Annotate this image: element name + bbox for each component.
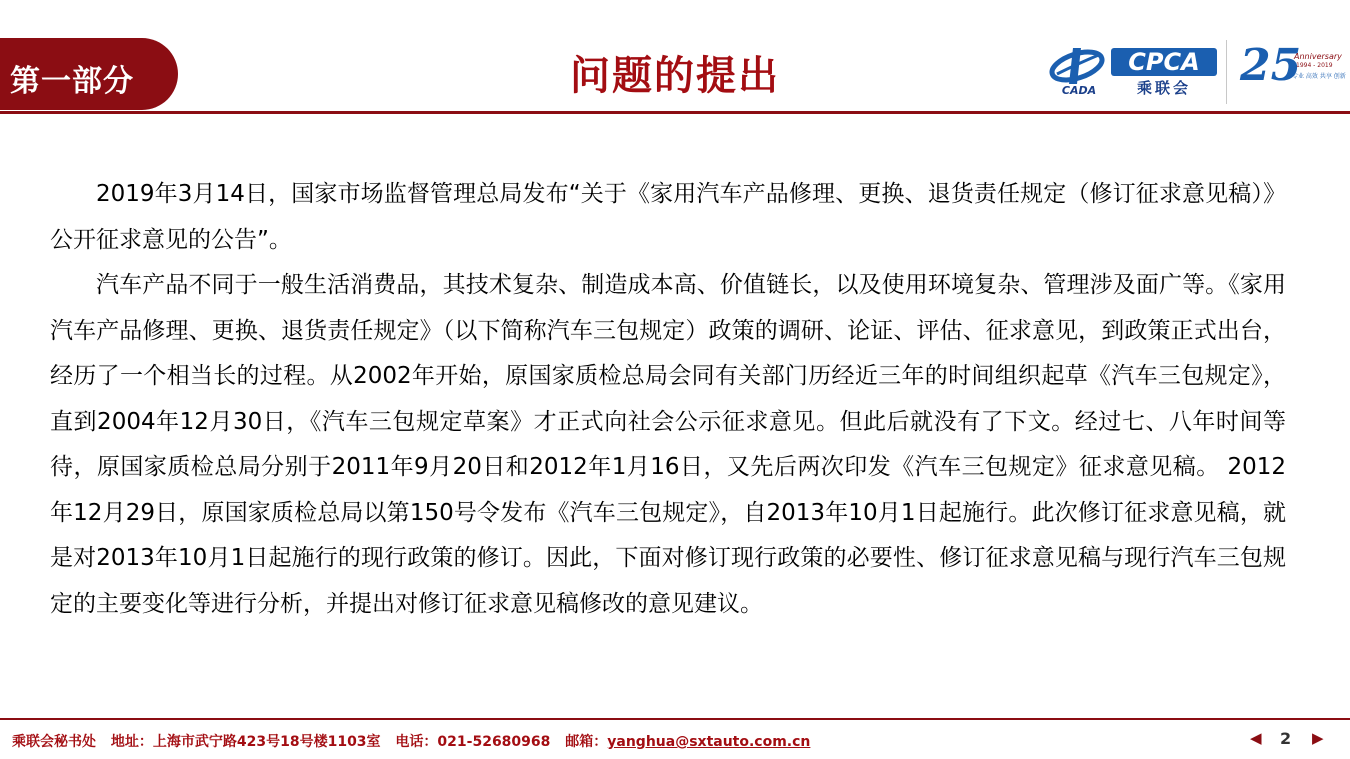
footer-divider (0, 718, 1350, 720)
anniversary-logo (1238, 40, 1346, 98)
footer-address: 地址：上海市武宁路423号18号楼1103室 (110, 734, 381, 750)
prev-page-icon[interactable]: ◀ (1250, 729, 1262, 747)
cada-logo-mark (1047, 44, 1111, 96)
anniversary-years: 1994 - 2019 (1296, 62, 1333, 69)
section-label: 第一部分 (10, 64, 134, 99)
footer-phone: 电话：021-52680968 (395, 734, 551, 750)
cpca-logo-cn: 乘联会 (1136, 79, 1191, 97)
cpca-logo (1111, 46, 1221, 98)
cpca-logo-text: CPCA (1128, 48, 1200, 76)
footer-email-label: 邮箱： (565, 734, 608, 750)
anniversary-slogan: 专业 高效 共享 创新 (1292, 73, 1346, 80)
cada-logo (1047, 44, 1111, 96)
paragraph: 汽车产品不同于一般生活消费品，其技术复杂、制造成本高、价值链长，以及使用环境复杂、管理涉及面广等。《家用汽车产品修理、更换、退货责任规定》（以下简称汽车三包规定）政策的调研、论证、评估、征求意见，到政策正式出台，经历了一个相当长的过程。从2002年开始，原国家质检总局会同有关部门历经近三年的时间组织起草《汽车三包规定》，直到2004年12月30日，《汽车三包规定草案》才正式向社会公示征求意见。但此后就没有了下文。经过七、八年时间等待，原国家质检总局分别于2011年9月20日和2012年1月16日，又先后两次印发《汽车三包规定》征求意见稿。 2012年12月29日，原国家质检总局以第150号令发布《汽车三包规定》，自2013年10月1日起施行。此次修订征求意见稿，就是对2013年10月1日起施行的现行政策的修订。因此，下面对修订现行政策的必要性、修订征求意见稿与现行汽车三包规定的主要变化等进行分析，并提出对修订征求意见稿修改的意见建议。 (50, 272, 1286, 617)
anniversary-number: 25 (1240, 40, 1302, 91)
footer-contact (12, 731, 820, 751)
anniversary-label: Anniversary (1294, 52, 1342, 61)
page-title: 问题的提出 (570, 53, 780, 99)
paragraph: 2019年3月14日，国家市场监督管理总局发布“关于《家用汽车产品修理、更换、退货责任规定（修订征求意见稿）》公开征求意见的公告”。 (50, 181, 1286, 253)
logo-separator (1226, 40, 1227, 104)
header-divider (0, 111, 1350, 114)
page-number: 2 (1280, 729, 1292, 748)
body-content (50, 172, 1286, 627)
footer-email-group (565, 734, 810, 750)
next-page-icon[interactable]: ▶ (1312, 729, 1324, 747)
cada-logo-text: CADA (1061, 84, 1097, 96)
footer-org: 乘联会秘书处 (12, 734, 96, 750)
footer-email-link[interactable]: yanghua@sxtauto.com.cn (607, 734, 811, 750)
